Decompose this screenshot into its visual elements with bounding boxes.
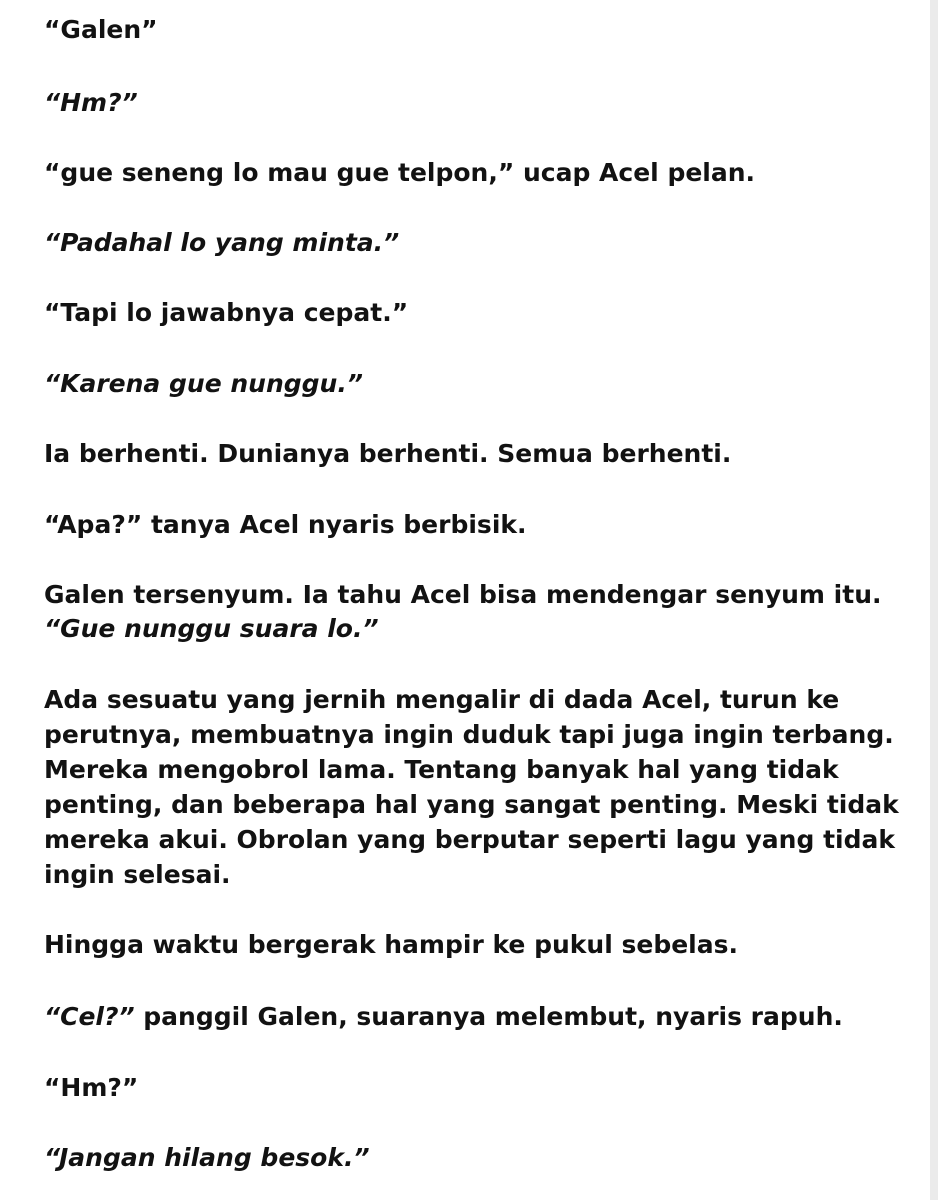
paragraph-line-1: Ada sesuatu yang jernih mengalir di dada Acel, turun ke: [44, 685, 840, 714]
line-gue-seneng: “gue seneng lo mau gue telpon,” ucap Acel pelan.: [44, 158, 756, 187]
cel-narration: panggil Galen, suaranya melembut, nyaris rapuh.: [134, 1002, 843, 1031]
paragraph-line-2: perutnya, membuatnya ingin duduk tapi juga ingin terbang.: [44, 720, 894, 749]
line-hm: “Hm?”: [44, 1073, 139, 1102]
line-ia-berhenti: Ia berhenti. Dunianya berhenti. Semua berhenti.: [44, 439, 732, 468]
line-apa: “Apa?” tanya Acel nyaris berbisik.: [44, 510, 527, 539]
line-karena: “Karena gue nunggu.”: [44, 369, 363, 398]
line-galen: “Galen”: [44, 15, 158, 44]
paragraph-line-4: penting, dan beberapa hal yang sangat penting. Meski tidak: [44, 790, 899, 819]
page-edge: [930, 0, 938, 1200]
line-tapi: “Tapi lo jawabnya cepat.”: [44, 298, 409, 327]
line-cel: [44, 1000, 843, 1034]
line-jangan-hilang: “Jangan hilang besok.”: [44, 1143, 370, 1172]
paragraph-line-6: ingin selesai.: [44, 860, 231, 889]
cel-quote: “Cel?”: [44, 1002, 135, 1031]
line-gue-nunggu: “Gue nunggu suara lo.”: [44, 614, 379, 643]
line-padahal: “Padahal lo yang minta.”: [44, 228, 400, 257]
paragraph-line-3: Mereka mengobrol lama. Tentang banyak hal yang tidak: [44, 755, 839, 784]
line-hm-italic: “Hm?”: [44, 88, 138, 117]
line-galen-tersenyum: Galen tersenyum. Ia tahu Acel bisa mendengar senyum itu.: [44, 580, 882, 609]
line-hingga: Hingga waktu bergerak hampir ke pukul sebelas.: [44, 930, 738, 959]
paragraph-line-5: mereka akui. Obrolan yang berputar seperti lagu yang tidak: [44, 825, 895, 854]
